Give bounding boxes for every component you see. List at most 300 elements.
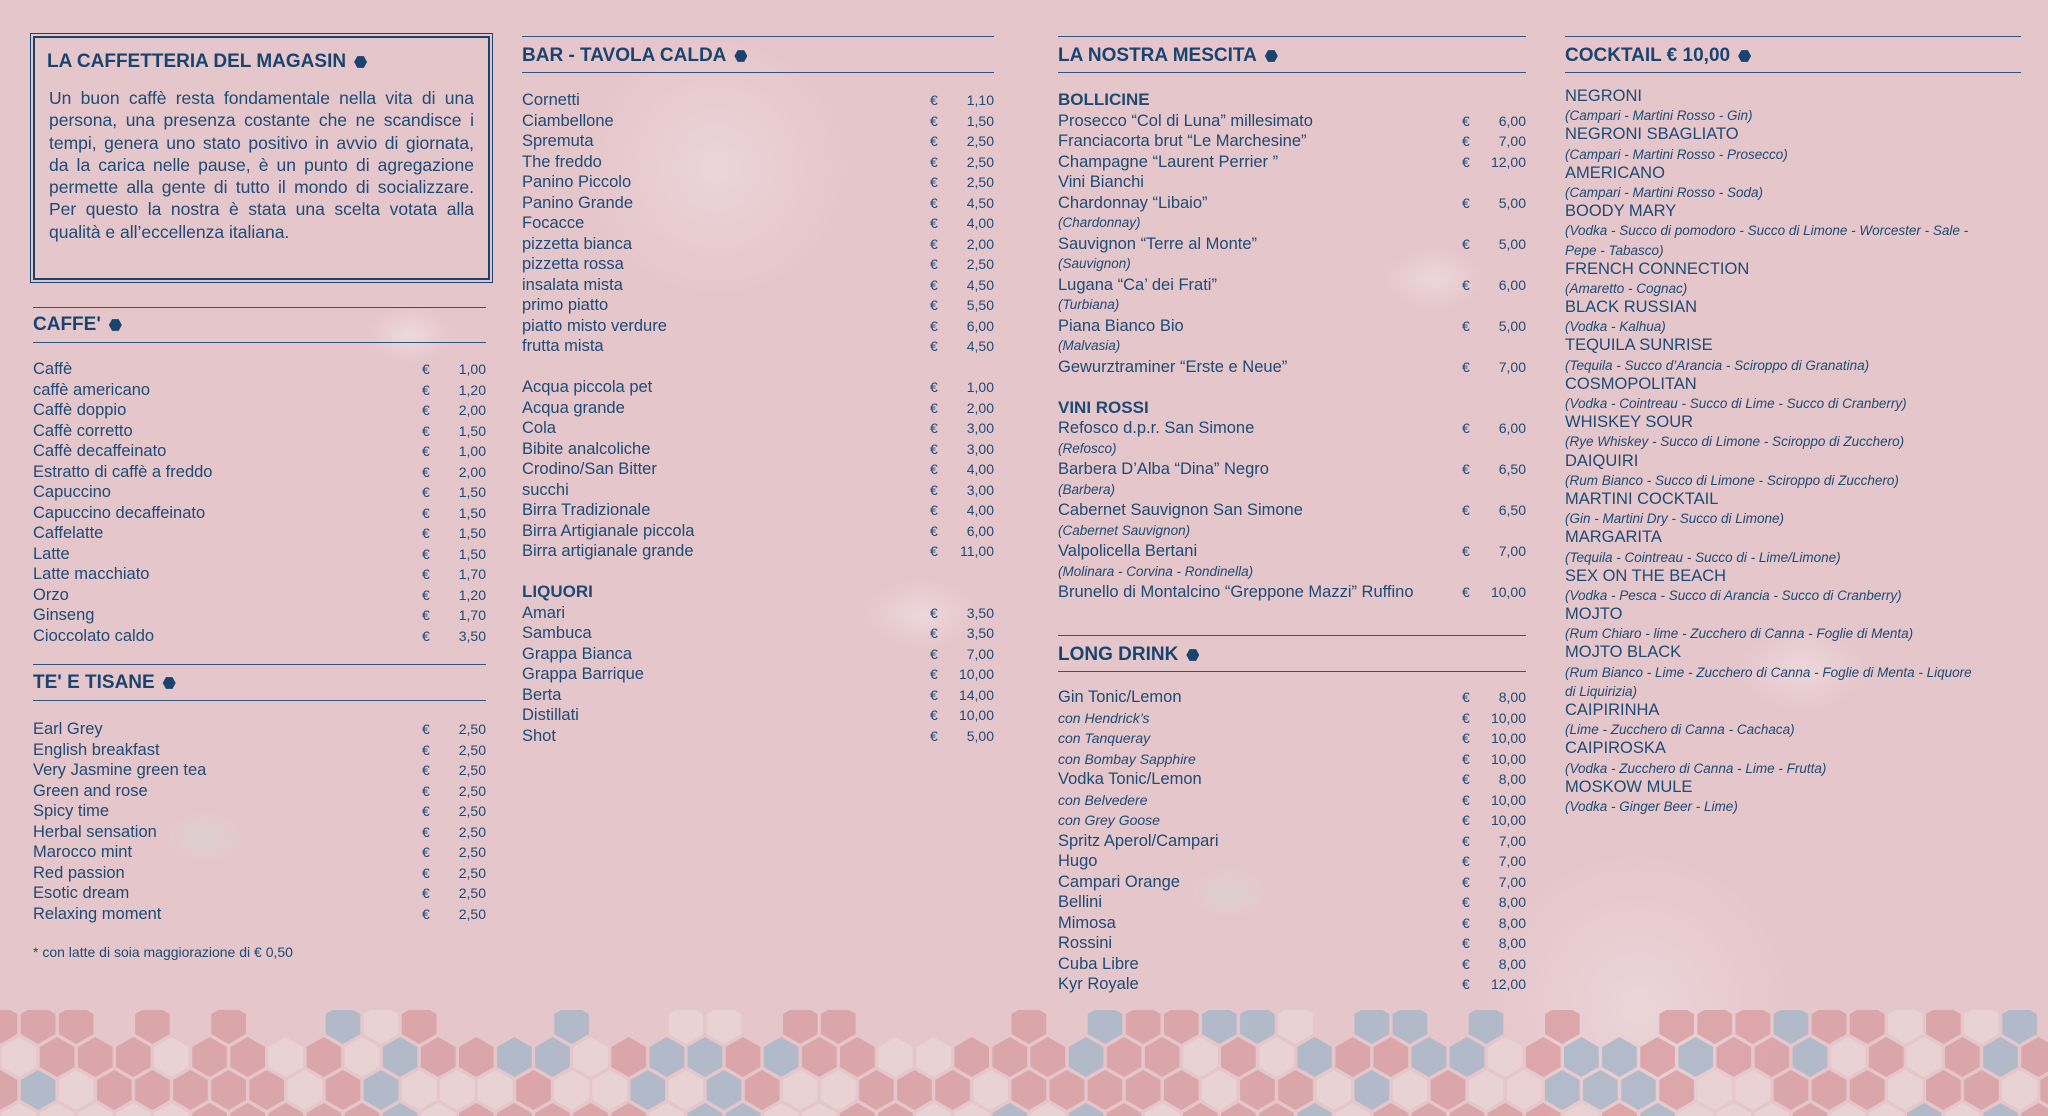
euro-sign: € [1462,771,1470,787]
rossi-title: VINI ROSSI [1058,397,1149,417]
item-price: 8,00 [1498,935,1526,951]
hexagon-icon [1186,649,1199,662]
euro-sign: € [422,803,430,819]
euro-sign: € [930,481,938,498]
item-name: Grappa Barrique [522,665,644,683]
divider [33,664,486,665]
cocktail-ingredients: (Vodka - Succo di pomodoro - Succo di Limone - Worcester - Sale - [1565,223,1969,239]
item-name: Green and rose [33,781,148,800]
hexagon-tile [97,1070,132,1110]
euro-sign: € [422,741,430,758]
item-name: Valpolicella Bertani [1058,542,1198,560]
item-name: Caffè [33,360,73,378]
item-price: 6,00 [1498,276,1526,293]
item-grape: (Cabernet Sauvignon) [1058,522,1191,538]
hexagon-tile [1355,1010,1390,1044]
hexagon-tile [192,1037,227,1077]
hexagon-tile [421,1037,456,1077]
item-name: Panino Piccolo [522,173,632,191]
item-price: 1,50 [458,422,486,439]
euro-sign: € [1462,812,1470,828]
cocktail-ingredients: (Tequila - Cointreau - Succo di - Lime/Limone) [1565,549,1841,565]
menu-item [522,131,994,152]
hexagon-tile [878,1037,913,1077]
menu-item [33,400,486,421]
cocktail-ingredients: (Lime - Zucchero di Canna - Cachaca) [1565,722,1795,738]
hexagon-tile [59,1070,94,1110]
item-price: 10,00 [1490,730,1526,746]
hexagon-tile [1240,1070,1275,1110]
cocktail-item [1565,643,2021,701]
item-name: Esotic dream [33,884,130,902]
euro-sign: € [930,399,938,416]
hexagon-tile [1469,1010,1504,1044]
item-price: 4,50 [966,338,994,354]
hexagon-tile [1964,1070,1999,1110]
euro-sign: € [1462,543,1470,559]
menu-item [1058,459,1526,480]
hexagon-tile [631,1070,666,1110]
hexagon-tile [1031,1037,1066,1077]
cocktail-item [1565,260,2021,298]
hexagon-tile [669,1010,704,1044]
cocktail-ingredients: (Rum Bianco - Lime - Zucchero di Canna - Foglie di Menta - Liquore [1565,664,1972,680]
item-name: succhi [522,480,569,499]
hexagon-tile [440,1070,475,1110]
item-name: Caffè decaffeinato [33,442,167,460]
euro-sign: € [930,92,938,108]
cocktail-name: NEGRONI SBAGLIATO [1565,125,1739,144]
item-grape: (Malvasia) [1058,338,1121,353]
item-name: Sambuca [522,624,592,642]
menu-item [1058,831,1526,852]
item-price: 4,50 [966,194,994,211]
menu-item [33,462,486,483]
cocktail-name: MOJTO [1565,605,1623,624]
divider [522,72,994,73]
item-name: Ginseng [33,606,95,624]
cocktail-name: TEQUILA SUNRISE [1565,336,1713,355]
cocktail-item [1565,778,2021,816]
hexagon-tile [1850,1070,1885,1110]
hexagon-tile [249,1070,284,1110]
item-price: 2,50 [458,803,486,819]
item-price: 2,50 [458,905,486,922]
menu-item [522,90,994,111]
hexagon-tile [859,1070,894,1110]
euro-sign: € [930,215,938,231]
item-price: 10,00 [958,666,994,682]
hexagon-tile [1526,1037,1561,1077]
item-price: 5,00 [1498,194,1526,211]
menu-item [522,500,994,521]
menu-item [522,705,994,726]
menu-item [522,234,994,255]
euro-sign: € [1462,750,1470,767]
item-price: 1,00 [458,361,486,377]
item-name: con Hendrick’s [1058,709,1150,726]
item-name: Chardonnay “Libaio” [1058,193,1208,212]
item-name: Grappa Bianca [522,644,633,663]
hexagon-tile [1888,1070,1923,1110]
hexagon-tile [1812,1010,1847,1044]
menu-item [522,726,994,747]
hexagon-tile [554,1070,589,1110]
hexagon-tile [840,1037,875,1077]
hexagon-tile [1126,1070,1161,1110]
item-price: 8,00 [1498,955,1526,972]
menu-item [33,564,486,585]
euro-sign: € [1462,935,1470,951]
hexagon-tile [1945,1037,1980,1077]
menu-item [522,664,994,685]
hexagon-tile [1831,1037,1866,1077]
menu-item [33,822,486,843]
euro-sign: € [930,317,938,334]
bar-section [522,36,994,746]
item-name: Sauvignon “Terre al Monte” [1058,234,1258,253]
euro-sign: € [930,276,938,293]
te-section [33,664,486,960]
item-name: con Belvedere [1058,791,1148,808]
divider [33,700,486,701]
menu-item [522,336,994,357]
cocktail-ingredients: (Amaretto - Cognac) [1565,280,1688,296]
menu-item [1058,316,1526,337]
cocktail-item [1565,298,2021,336]
hexagon-tile [2002,1070,2037,1110]
hexagon-tile [1088,1010,1123,1044]
hexagon-tile [173,1070,208,1110]
euro-sign: € [930,440,938,457]
hexagon-tile [592,1070,627,1110]
item-price: 7,00 [1498,832,1526,849]
euro-sign: € [422,864,430,881]
item-price: 5,00 [966,727,994,744]
hexagon-tile [1869,1037,1904,1077]
item-price: 7,00 [966,645,994,662]
menu-item [1058,790,1526,811]
hexagon-tile [1983,1037,2018,1077]
divider [1058,72,1526,73]
menu-item [522,111,994,132]
menu-item [33,482,486,503]
menu-item [33,503,486,524]
menu-item [1058,749,1526,770]
item-price: 2,50 [966,256,994,272]
item-name: Piana Bianco Bio [1058,316,1184,335]
item-price: 1,70 [458,607,486,623]
item-price: 1,50 [458,504,486,521]
hexagon-tile [1774,1070,1809,1110]
hexagon-icon [109,319,122,332]
hexagon-tile [307,1037,342,1077]
menu-item [1058,582,1526,603]
item-price: 10,00 [1490,812,1526,828]
euro-sign: € [422,762,430,778]
hexagon-tile [1640,1037,1675,1077]
cocktail-section [1565,36,2021,816]
item-price: 6,00 [966,317,994,334]
hexagon-tile [2040,1070,2048,1110]
menu-item [1058,769,1526,790]
cocktail-ingredients: (Campari - Martini Rosso - Gin) [1565,108,1753,124]
euro-sign: € [930,727,938,744]
cocktail-name: AMERICANO [1565,163,1665,182]
hexagon-tile [935,1070,970,1110]
item-price: 3,50 [966,625,994,641]
hexagon-tile [1888,1010,1923,1044]
hexagon-tile [1564,1037,1599,1077]
divider [33,342,486,343]
item-name: Lugana “Ca’ dei Frati” [1058,275,1217,294]
item-price: 6,50 [1498,461,1526,477]
item-name: Birra Artigianale piccola [522,521,695,540]
item-price: 2,50 [458,721,486,737]
item-grape: (Refosco) [1058,440,1117,456]
hexagon-tile [326,1010,361,1044]
menu-item [33,585,486,606]
hexagon-tile [1964,1010,1999,1044]
cocktail-name: WHISKEY SOUR [1565,413,1694,432]
euro-sign: € [422,381,430,398]
hexagon-tile [1393,1070,1428,1110]
item-price: 3,50 [966,604,994,621]
bollicine-list [1058,111,1526,378]
item-price: 7,00 [1498,543,1526,559]
hexagon-tile [1621,1070,1656,1110]
cocktail-ingredients: (Rum Chiaro - lime - Zucchero di Canna - Foglie di Menta) [1565,626,1914,642]
hexagon-tile [821,1070,856,1110]
hexagon-tile [554,1010,589,1044]
item-name: Cola [522,419,556,437]
item-name: Focacce [522,214,585,232]
euro-sign: € [1462,584,1470,600]
cocktail-item [1565,701,2021,739]
item-price: 2,50 [966,153,994,170]
hexagon-icon [1265,50,1278,63]
item-grape: (Chardonnay) [1058,215,1141,230]
item-price: 2,00 [966,235,994,252]
item-name: Rossini [1058,934,1113,952]
hexagon-tile [364,1070,399,1110]
euro-sign: € [1462,791,1470,808]
hexagon-tile [1088,1070,1123,1110]
divider [1058,671,1526,672]
item-price: 4,00 [966,215,994,231]
euro-sign: € [422,627,430,644]
hexagon-tile [1164,1070,1199,1110]
item-name: piatto misto verdure [522,316,667,335]
item-price: 7,00 [1498,133,1526,149]
menu-item [33,441,486,462]
item-name: Spicy time [33,802,110,820]
item-name: pizzetta bianca [522,234,633,253]
cocktail-ingredients: (Vodka - Zucchero di Canna - Lime - Frutta) [1565,760,1827,776]
menu-item [522,193,994,214]
cocktail-ingredients: (Vodka - Cointreau - Succo di Lime - Succo di Cranberry) [1565,396,1907,411]
hexagon-tile [1431,1070,1466,1110]
caffe-section [33,307,486,646]
item-price: 2,00 [458,402,486,418]
euro-sign: € [422,885,430,901]
hexagon-tile [897,1070,932,1110]
menu-item [1058,933,1526,954]
hexagon-tile [116,1037,151,1077]
hexagon-tile [1926,1010,1961,1044]
euro-sign: € [930,338,938,354]
euro-sign: € [422,607,430,623]
euro-sign: € [930,379,938,395]
item-name: Panino Grande [522,193,633,212]
hexagon-tile [611,1037,646,1077]
euro-sign: € [1462,894,1470,910]
euro-sign: € [422,905,430,922]
hexagon-tile [230,1037,265,1077]
menu-item [522,541,994,562]
menu-item [522,439,994,460]
cocktail-name: MARTINI COCKTAIL [1565,489,1719,508]
item-name: con Bombay Sapphire [1058,750,1196,767]
item-price: 1,50 [458,545,486,562]
hexagon-tile [1069,1037,1104,1077]
euro-sign: € [930,625,938,641]
item-price: 12,00 [1490,153,1526,170]
menu-item [522,685,994,706]
item-grape: (Turbiana) [1058,297,1120,312]
menu-item [522,603,994,624]
hexagon-tile [497,1037,532,1077]
item-price: 1,70 [458,566,486,582]
item-name: Hugo [1058,852,1098,870]
hexagon-tile [973,1070,1008,1110]
divider [522,36,994,37]
euro-sign: € [930,604,938,621]
menu-item [33,605,486,626]
item-price: 6,00 [1498,112,1526,129]
menu-item [1058,913,1526,934]
euro-sign: € [930,461,938,477]
menu-item [522,295,994,316]
item-price: 1,10 [966,92,994,108]
hexagon-tile [1812,1070,1847,1110]
mescita-section [1058,36,1526,603]
hexagon-tile [1202,1010,1237,1044]
menu-item [522,644,994,665]
menu-item [33,380,486,401]
longdrink-list [1058,687,1526,995]
item-name: Cioccolato caldo [33,626,155,645]
menu-item [33,719,486,740]
hexagon-tile [326,1070,361,1110]
item-name: Brunello di Montalcino “Greppone Mazzi” Ruffino [1058,583,1414,601]
hexagon-tile [1412,1037,1447,1077]
euro-sign: € [1462,832,1470,849]
hexagon-tile [1755,1037,1790,1077]
item-name: Estratto di caffè a freddo [33,462,213,481]
item-price: 3,00 [966,481,994,498]
hexagon-tile [1926,1070,1961,1110]
hexagon-tile [478,1070,513,1110]
euro-sign: € [930,502,938,518]
menu-item [1058,687,1526,708]
hexagon-tile [1240,1010,1275,1044]
hexagon-tile [383,1037,418,1077]
intro-heading [47,49,488,75]
item-name: Champagne “Laurent Perrier ” [1058,152,1279,171]
item-name: The freddo [522,152,602,171]
menu-item [1058,954,1526,975]
item-price: 2,50 [458,864,486,881]
euro-sign: € [930,194,938,211]
divider [1565,36,2021,37]
cocktail-name: MOSKOW MULE [1565,777,1693,796]
euro-sign: € [930,133,938,149]
hexagon-tile [1393,1010,1428,1044]
menu-item [33,883,486,904]
item-name: Caffè doppio [33,401,127,419]
menu-item [522,418,994,439]
menu-item [522,459,994,480]
euro-sign: € [1462,133,1470,149]
menu-item [1058,152,1526,173]
item-name: caffè americano [33,380,151,399]
cocktail-name: CAIPIROSKA [1565,739,1666,758]
hexagon-tile [40,1037,75,1077]
cocktail-item [1565,490,2021,528]
cocktail-item [1565,528,2021,566]
euro-sign: € [930,297,938,313]
item-price: 1,20 [458,586,486,603]
hexagon-tile [707,1070,742,1110]
te-list [33,719,486,924]
hexagon-tile [1659,1070,1694,1110]
caffe-list [33,359,486,646]
item-price: 1,20 [458,381,486,398]
hexagon-icon [354,56,367,69]
cocktail-ingredients: (Gin - Martini Dry - Succo di Limone) [1565,511,1785,527]
item-name: Amari [522,603,566,622]
item-grape: (Sauvignon) [1058,256,1131,271]
hexagon-tile [1583,1070,1618,1110]
euro-sign: € [1462,461,1470,477]
item-name: Acqua piccola pet [522,378,653,396]
euro-sign: € [1462,276,1470,293]
hexagon-tile [1602,1037,1637,1077]
hexagon-tile [459,1037,494,1077]
menu-item [522,398,994,419]
item-name: Ciambellone [522,111,614,130]
cocktail-ingredients: (Rye Whiskey - Succo di Limone - Sciroppo di Zucchero) [1565,434,1905,450]
cocktail-ingredients: (Campari - Martini Rosso - Prosecco) [1565,146,1788,162]
cocktail-item [1565,202,2021,260]
cocktail-item [1565,739,2021,777]
item-price: 3,50 [458,627,486,644]
hexagon-tile [573,1037,608,1077]
item-name: Gewurztraminer “Erste e Neue” [1058,357,1288,376]
item-name: primo piatto [522,296,609,314]
item-price: 2,50 [458,782,486,799]
euro-sign: € [930,153,938,170]
menu-item [1058,708,1526,729]
cocktail-name: SEX ON THE BEACH [1565,566,1727,585]
euro-sign: € [1462,873,1470,890]
item-name: pizzetta rossa [522,255,624,273]
item-name: Very Jasmine green tea [33,761,207,779]
food-list [522,90,994,357]
cocktail-item [1565,452,2021,490]
hexagon-pattern-band [0,1010,2048,1116]
